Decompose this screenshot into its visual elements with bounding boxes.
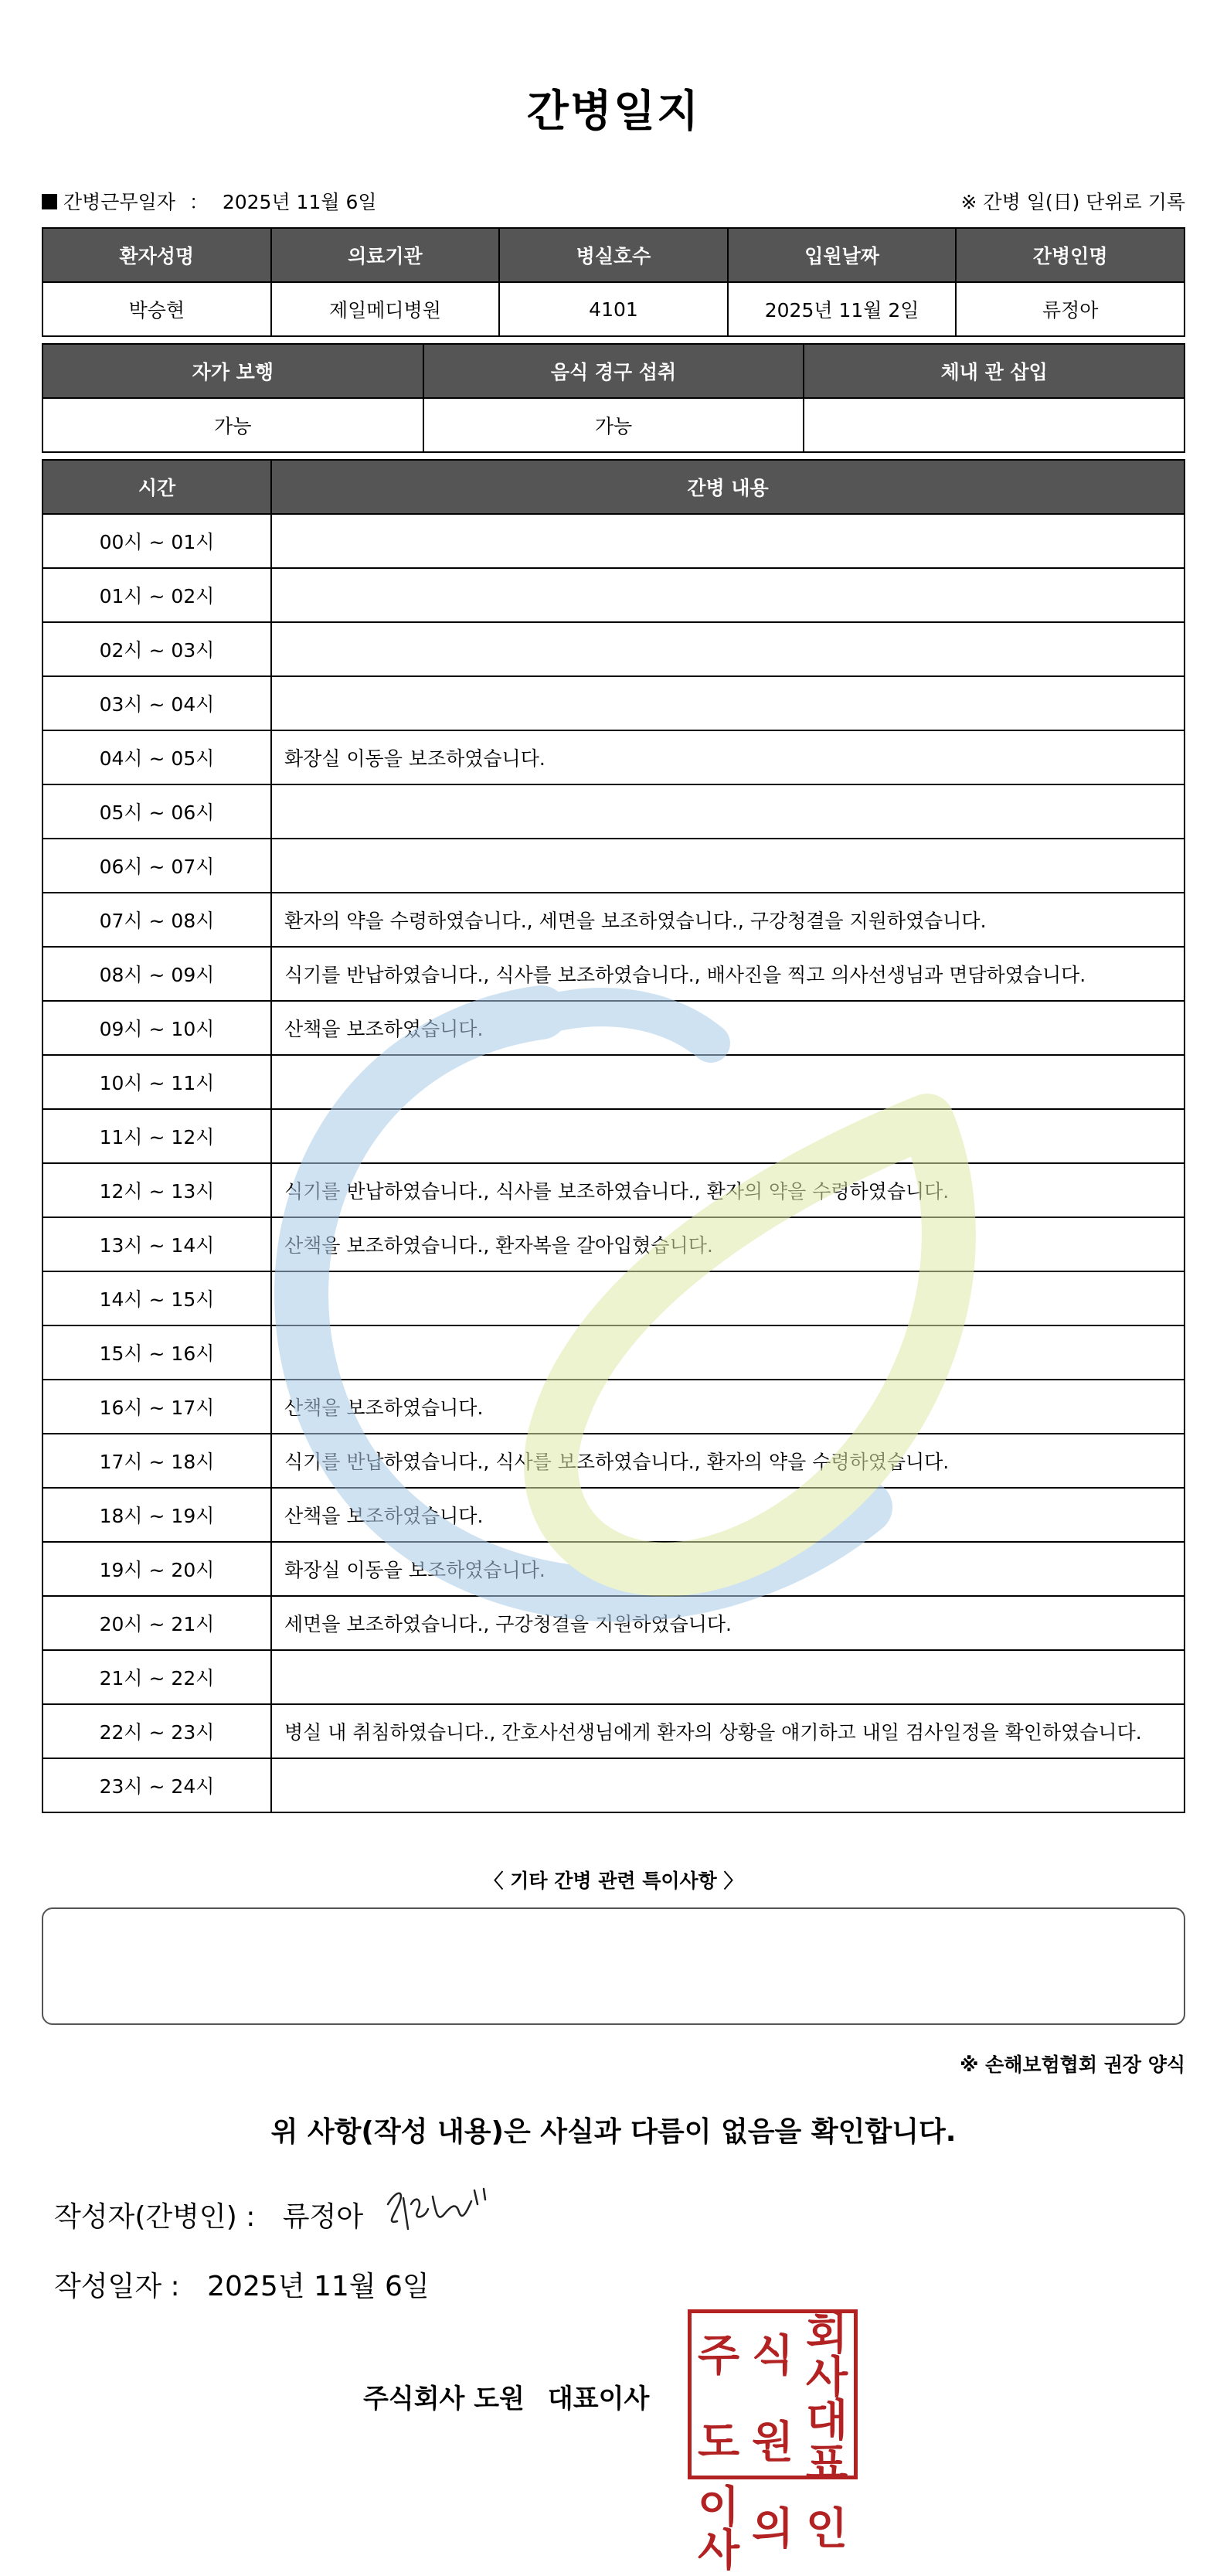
seal-glyph: 주 xyxy=(697,2331,740,2381)
header-tube: 체내 관 삽입 xyxy=(804,344,1185,398)
log-content xyxy=(271,568,1185,622)
log-time: 21시 ~ 22시 xyxy=(42,1650,271,1704)
log-row xyxy=(42,1325,1185,1380)
log-time: 19시 ~ 20시 xyxy=(42,1542,271,1596)
log-row xyxy=(42,947,1185,1001)
patient-info-table xyxy=(42,227,1185,337)
unit-note: ※ 간병 일(日) 단위로 기록 xyxy=(960,191,1185,213)
company-seal xyxy=(688,2309,858,2576)
log-content xyxy=(271,1109,1185,1163)
log-content: 산책을 보조하였습니다. xyxy=(271,1488,1185,1542)
log-row xyxy=(42,1488,1185,1542)
log-content xyxy=(271,514,1185,568)
log-time: 16시 ~ 17시 xyxy=(42,1380,271,1434)
log-header-row xyxy=(42,460,1185,514)
log-time: 14시 ~ 15시 xyxy=(42,1271,271,1325)
log-row xyxy=(42,730,1185,784)
log-time: 02시 ~ 03시 xyxy=(42,622,271,676)
remarks-title: 〈 기타 간병 관련 특이사항 〉 xyxy=(484,1870,743,1892)
header-walking: 자가 보행 xyxy=(42,344,423,398)
caregiver-name: 류정아 xyxy=(956,282,1185,336)
header-caregiver: 간병인명 xyxy=(956,228,1185,282)
log-content: 산책을 보조하였습니다. xyxy=(271,1380,1185,1434)
log-row xyxy=(42,622,1185,676)
status-value-row xyxy=(42,398,1185,452)
log-row xyxy=(42,1434,1185,1488)
patient-value-row xyxy=(42,282,1185,336)
log-row xyxy=(42,893,1185,947)
log-content: 환자의 약을 수령하였습니다., 세면을 보조하였습니다., 구강청결을 지원하였습니다. xyxy=(271,893,1185,947)
log-row xyxy=(42,568,1185,622)
date-value: 2025년 11월 6일 xyxy=(207,2271,430,2302)
confirmation-statement: 위 사항(작성 내용)은 사실과 다름이 없음을 확인합니다. xyxy=(270,2116,957,2148)
log-time: 18시 ~ 19시 xyxy=(42,1488,271,1542)
log-time: 15시 ~ 16시 xyxy=(42,1325,271,1380)
log-time: 09시 ~ 10시 xyxy=(42,1001,271,1055)
log-time: 08시 ~ 09시 xyxy=(42,947,271,1001)
work-info-row xyxy=(42,184,1185,215)
log-row xyxy=(42,1217,1185,1271)
log-row xyxy=(42,784,1185,839)
page-title: 간병일지 xyxy=(526,87,701,137)
log-time: 04시 ~ 05시 xyxy=(42,730,271,784)
handwritten-signature xyxy=(382,2181,505,2243)
work-date-label: 간병근무일자 xyxy=(63,191,175,213)
care-log-table xyxy=(42,459,1185,1813)
work-date-sep: ： xyxy=(189,191,209,213)
seal-glyph: 식 xyxy=(751,2331,794,2381)
header-patient-name: 환자성명 xyxy=(42,228,271,282)
writer-line xyxy=(54,2195,363,2234)
hospital-name: 제일메디병원 xyxy=(271,282,500,336)
log-time: 07시 ~ 08시 xyxy=(42,893,271,947)
log-content xyxy=(271,1271,1185,1325)
company-line xyxy=(363,2377,649,2415)
log-time: 22시 ~ 23시 xyxy=(42,1704,271,1758)
log-row xyxy=(42,1542,1185,1596)
log-time: 11시 ~ 12시 xyxy=(42,1109,271,1163)
log-row xyxy=(42,676,1185,730)
seal-glyph: 이사 xyxy=(697,2482,740,2576)
log-row xyxy=(42,1758,1185,1812)
log-time: 03시 ~ 04시 xyxy=(42,676,271,730)
log-content: 산책을 보조하였습니다. xyxy=(271,1001,1185,1055)
header-oral-intake: 음식 경구 섭취 xyxy=(423,344,804,398)
log-time: 06시 ~ 07시 xyxy=(42,839,271,893)
date-label: 작성일자 : xyxy=(54,2271,180,2302)
header-room: 병실호수 xyxy=(499,228,728,282)
seal-glyph: 회사 xyxy=(805,2309,848,2403)
log-content: 화장실 이동을 보조하였습니다. xyxy=(271,1542,1185,1596)
seal-glyph: 도 xyxy=(697,2418,740,2468)
log-row xyxy=(42,1271,1185,1325)
log-content xyxy=(271,622,1185,676)
log-content: 식기를 반납하였습니다., 식사를 보조하였습니다., 배사진을 찍고 의사선생님과 면담하였습니다. xyxy=(271,947,1185,1001)
log-time: 01시 ~ 02시 xyxy=(42,568,271,622)
log-time: 12시 ~ 13시 xyxy=(42,1163,271,1217)
remarks-box xyxy=(42,1907,1185,2025)
patient-header-row xyxy=(42,228,1185,282)
oral-intake-status: 가능 xyxy=(423,398,804,452)
log-row xyxy=(42,1380,1185,1434)
log-row xyxy=(42,839,1185,893)
walking-status: 가능 xyxy=(42,398,423,452)
log-content xyxy=(271,676,1185,730)
log-row xyxy=(42,1109,1185,1163)
log-content xyxy=(271,1758,1185,1812)
log-content xyxy=(271,1055,1185,1109)
log-row xyxy=(42,1001,1185,1055)
tube-status xyxy=(804,398,1185,452)
seal-glyph: 의 xyxy=(751,2504,794,2554)
patient-name: 박승현 xyxy=(42,282,271,336)
company-rep: 대표이사 xyxy=(547,2384,650,2414)
company-name: 주식회사 도원 xyxy=(363,2384,525,2414)
insurer-note: ※ 손해보험협회 권장 양식 xyxy=(960,2054,1185,2076)
log-time: 20시 ~ 21시 xyxy=(42,1596,271,1650)
signature-strokes xyxy=(388,2189,485,2229)
log-content: 식기를 반납하였습니다., 식사를 보조하였습니다., 환자의 약을 수령하였습니다. xyxy=(271,1163,1185,1217)
header-hospital: 의료기관 xyxy=(271,228,500,282)
header-time: 시간 xyxy=(42,460,271,514)
admission-date: 2025년 11월 2일 xyxy=(728,282,957,336)
room-number: 4101 xyxy=(499,282,728,336)
work-date-line xyxy=(42,187,377,215)
log-row xyxy=(42,1650,1185,1704)
work-date-value: 2025년 11월 6일 xyxy=(222,191,377,213)
header-care-content: 간병 내용 xyxy=(271,460,1185,514)
log-time: 10시 ~ 11시 xyxy=(42,1055,271,1109)
patient-status-table xyxy=(42,343,1185,453)
log-content xyxy=(271,839,1185,893)
seal-glyph: 원 xyxy=(751,2418,794,2468)
log-content: 세면을 보조하였습니다., 구강청결을 지원하였습니다. xyxy=(271,1596,1185,1650)
square-bullet-icon xyxy=(42,194,57,209)
log-content: 화장실 이동을 보조하였습니다. xyxy=(271,730,1185,784)
writer-label: 작성자(간병인) : xyxy=(54,2201,256,2233)
log-time: 17시 ~ 18시 xyxy=(42,1434,271,1488)
log-time: 23시 ~ 24시 xyxy=(42,1758,271,1812)
log-time: 13시 ~ 14시 xyxy=(42,1217,271,1271)
log-content: 식기를 반납하였습니다., 식사를 보조하였습니다., 환자의 약을 수령하였습니다. xyxy=(271,1434,1185,1488)
seal-glyph: 인 xyxy=(805,2504,848,2554)
log-time: 05시 ~ 06시 xyxy=(42,784,271,839)
log-time: 00시 ~ 01시 xyxy=(42,514,271,568)
log-row xyxy=(42,1163,1185,1217)
log-content xyxy=(271,784,1185,839)
log-row xyxy=(42,1596,1185,1650)
writer-name: 류정아 xyxy=(282,2201,364,2233)
seal-glyph: 대표 xyxy=(805,2396,848,2489)
status-header-row xyxy=(42,344,1185,398)
log-row xyxy=(42,514,1185,568)
log-content: 병실 내 취침하였습니다., 간호사선생님에게 환자의 상황을 얘기하고 내일 검사일정을 확인하였습니다. xyxy=(271,1704,1185,1758)
log-content xyxy=(271,1650,1185,1704)
log-row xyxy=(42,1055,1185,1109)
log-row xyxy=(42,1704,1185,1758)
log-content: 산책을 보조하였습니다., 환자복을 갈아입혔습니다. xyxy=(271,1217,1185,1271)
written-date-line xyxy=(54,2265,430,2304)
log-content xyxy=(271,1325,1185,1380)
header-admission-date: 입원날짜 xyxy=(728,228,957,282)
